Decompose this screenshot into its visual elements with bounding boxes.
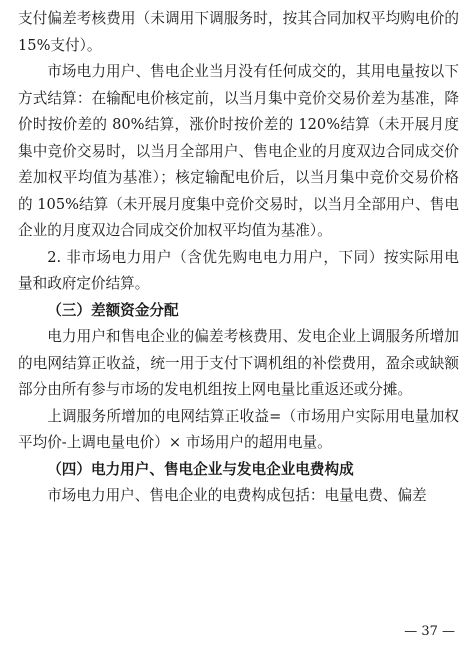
section-heading-balance-distribution: （三）差额资金分配	[47, 301, 179, 319]
paragraph-revenue-formula: 上调服务所增加的电网结算正收益=（市场用户实际用电量加权平均价-上调电量电价）× 市场用户的超用电量。	[18, 407, 459, 451]
paragraph-fee-continuation: 支付偏差考核费用（未调用下调服务时，按其合同加权平均购电价的 15%支付）。	[18, 10, 459, 54]
paragraph-fee-composition: 市场电力用户、售电企业的电费构成包括：电量电费、偏差	[47, 487, 427, 504]
paragraph-no-transaction-settlement: 市场电力用户、售电企业当月没有任何成交的，其用电量按以下方式结算：在输配电价核定前，以当月集中竞价交易价差为基准，降价时按价差的 80%结算，涨价时按价差的 120%结算（未开展月度集中竞价交易时，以当月全部用户、售电企业的月度双边合同成交价差加权平均值为基准）；核定输配电价后，以当月集中竞价交易价格的 105%结算（未开展月度集中竞价交易时，以当月全部用户、售电企业的月度双边合同成交价加权平均值为基准）。	[18, 63, 459, 239]
page-number: — 37 —	[404, 624, 455, 639]
paragraph-balance-distribution: 电力用户和售电企业的偏差考核费用、发电企业上调服务所增加的电网结算正收益，统一用于支付下调机组的补偿费用，盈余或缺额部分由所有参与市场的发电机组按上网电量比重返还或分摊。	[18, 328, 459, 398]
paragraph-non-market-users: 2. 非市场电力用户（含优先购电电力用户，下同）按实际用电量和政府定价结算。	[18, 248, 459, 292]
section-heading-fee-composition: （四）电力用户、售电企业与发电企业电费构成	[47, 460, 354, 478]
document-page	[18, 6, 459, 510]
